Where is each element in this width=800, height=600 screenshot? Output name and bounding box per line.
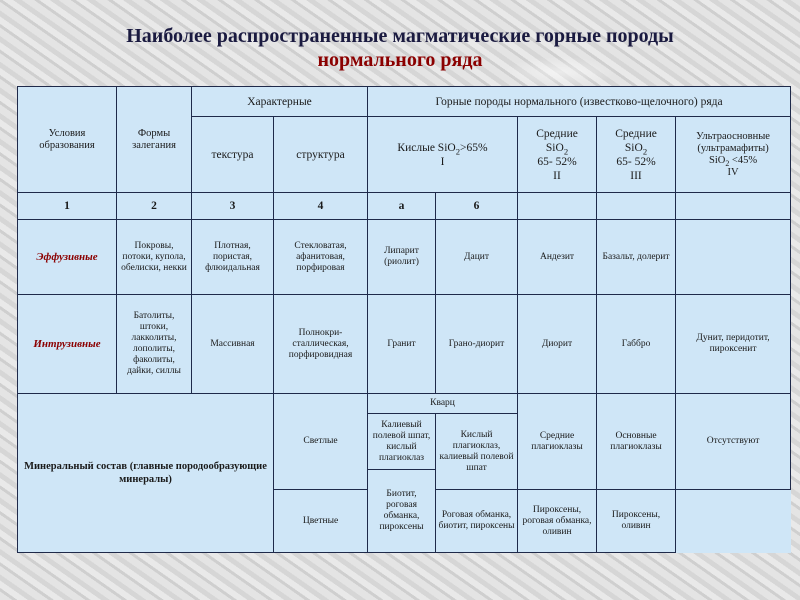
cell-ultrabasic: Дунит, перидотит, пироксенит <box>676 295 791 394</box>
cell-intermediate: Андезит <box>518 220 597 295</box>
table-row-effusive <box>18 220 791 295</box>
column-number <box>597 193 676 220</box>
cell-light-basic: Основные плагиоклазы <box>597 394 676 490</box>
mineral-composition-label: Минеральный состав (главные породообразующие минералы) <box>18 394 274 553</box>
cell-acid-a: Липарит (риолит) <box>368 220 436 295</box>
header-acid: Кислые SiO$_2$>65% I <box>368 117 518 193</box>
cell-acid-a: Гранит <box>368 295 436 394</box>
cell-ultrabasic <box>676 220 791 295</box>
cell-forms: Покровы, потоки, купола, обелиски, некки <box>117 220 192 295</box>
cell-texture: Массивная <box>192 295 274 394</box>
header-structure: структура <box>274 117 368 193</box>
cell-acid-b: Грано-диорит <box>436 295 518 394</box>
page-title <box>0 24 800 72</box>
column-number: 4 <box>274 193 368 220</box>
table-row-intrusive <box>18 295 791 394</box>
header-intermediate: Средние SiO$_2$ 65- 52% II <box>518 117 597 193</box>
title-line-2: нормального ряда <box>317 49 483 71</box>
cell-dark-name: Цветные <box>274 490 368 553</box>
cell-light-ultrabasic: Отсутствуют <box>676 394 791 490</box>
cell-light-acid-a: Калиевый полевой шпат, кислый плагиоклаз <box>368 414 436 470</box>
column-number: 6 <box>436 193 518 220</box>
header-forms: Формы залегания <box>117 87 192 193</box>
title-line-1: Наиболее распространенные магматические горные породы <box>126 25 674 47</box>
column-number: 3 <box>192 193 274 220</box>
column-number: а <box>368 193 436 220</box>
cell-intermediate: Диорит <box>518 295 597 394</box>
header-rocks-group: Горные породы нормального (известково-щелочного) ряда <box>368 87 791 117</box>
cell-basic: Базальт, долерит <box>597 220 676 295</box>
cell-structure: Полнокри-сталлическая, порфировидная <box>274 295 368 394</box>
row-name-effusive: Эффузивные <box>18 220 117 295</box>
column-number: 1 <box>18 193 117 220</box>
cell-light-intermediate: Средние плагиоклазы <box>518 394 597 490</box>
header-conditions: Условия образования <box>18 87 117 193</box>
column-number <box>518 193 597 220</box>
cell-dark-ultrabasic: Пироксены, оливин <box>597 490 676 553</box>
header-texture: текстура <box>192 117 274 193</box>
column-number: 2 <box>117 193 192 220</box>
row-name-intrusive: Интрузивные <box>18 295 117 394</box>
cell-basic: Габбро <box>597 295 676 394</box>
cell-dark-intermediate: Роговая обманка, биотит, пироксены <box>436 490 518 553</box>
cell-acid-b: Дацит <box>436 220 518 295</box>
cell-light-acid-b: Кислый плагиоклаз, калиевый полевой шпат <box>436 414 518 490</box>
header-basic: Средние SiO$_2$ 65- 52% III <box>597 117 676 193</box>
cell-forms: Батолиты, штоки, лакколиты, лополиты, факолиты, дайки, силлы <box>117 295 192 394</box>
header-characteristic: Характерные <box>192 87 368 117</box>
rock-table <box>17 86 791 553</box>
cell-dark-basic: Пироксены, роговая обманка, оливин <box>518 490 597 553</box>
cell-structure: Стекловатая, афанитовая, порфировая <box>274 220 368 295</box>
cell-dark-acid: Биотит, роговая обманка, пироксены <box>368 470 436 553</box>
cell-texture: Плотная, пористая, флюидальная <box>192 220 274 295</box>
header-ultrabasic: Ультраосновные (ультрамафиты) SiO$_2$ <45% IV <box>676 117 791 193</box>
cell-light-name: Светлые <box>274 394 368 490</box>
cell-quartz: Кварц <box>368 394 518 414</box>
column-number <box>676 193 791 220</box>
table-row-mineral-light <box>18 394 791 414</box>
